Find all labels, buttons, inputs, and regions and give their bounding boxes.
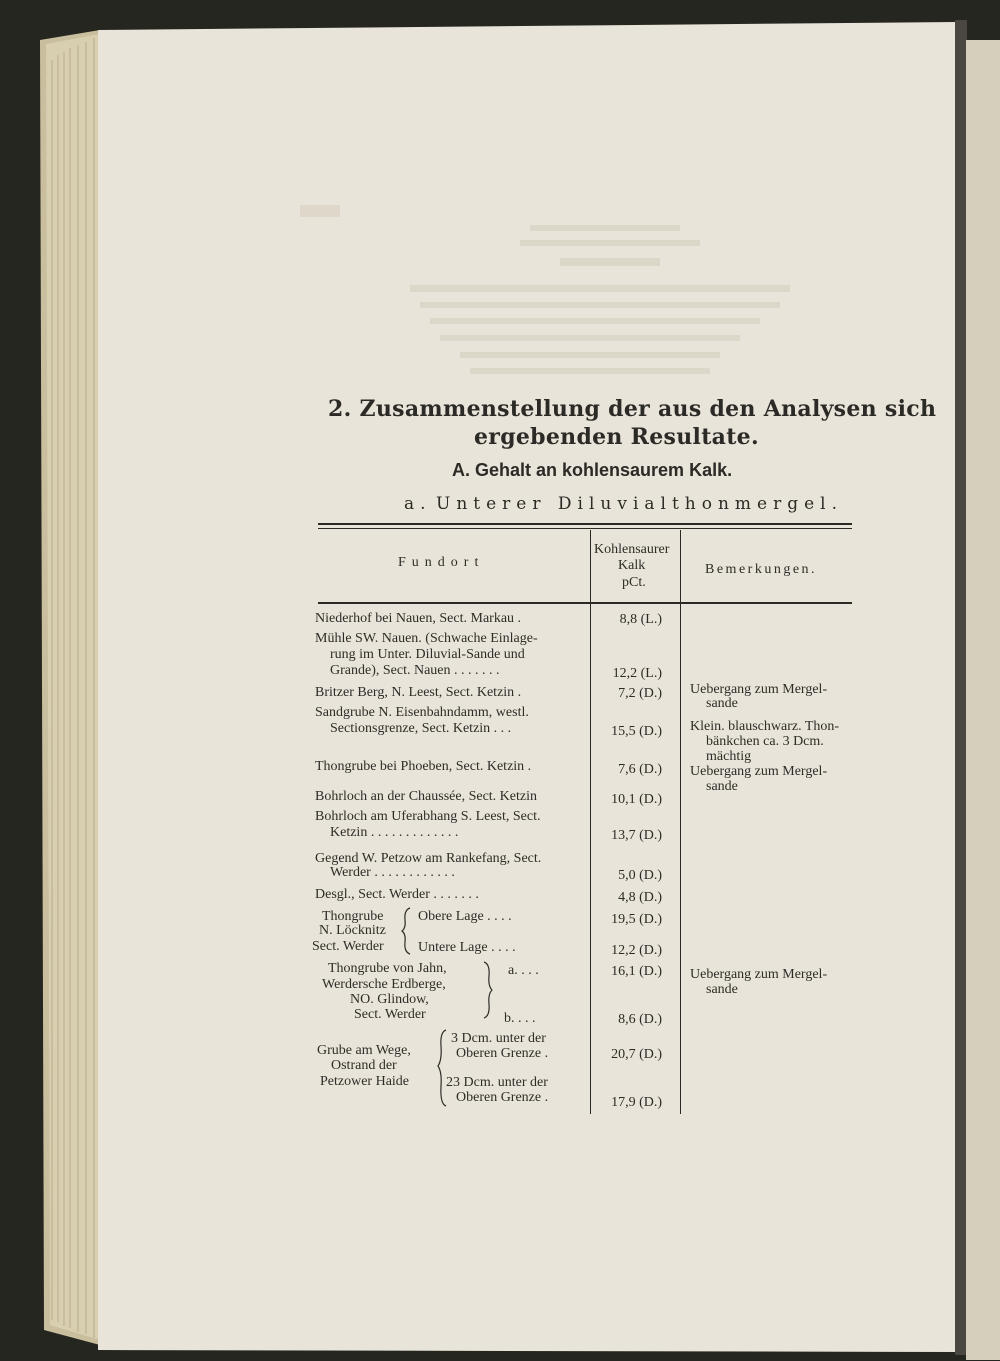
kalk-value: 13,7 (D.) bbox=[611, 828, 662, 843]
header-kalk-line2: Kalk bbox=[618, 558, 646, 573]
kalk-value: 4,8 (D.) bbox=[618, 890, 662, 905]
fundort-cell: Thongrube bei Phoeben, Sect. Ketzin . bbox=[315, 759, 532, 774]
fundort-cell: Desgl., Sect. Werder . . . . . . . bbox=[315, 887, 479, 902]
kalk-value: 20,7 (D.) bbox=[611, 1047, 662, 1062]
sub-cell: Oberen Grenze . bbox=[456, 1090, 549, 1105]
fundort-cell: Niederhof bei Nauen, Sect. Markau . bbox=[315, 611, 522, 626]
sub-cell: Oberen Grenze . bbox=[456, 1046, 549, 1061]
column-divider-2 bbox=[680, 530, 681, 1114]
kalk-value: 12,2 (D.) bbox=[611, 943, 662, 958]
fundort-cell: Bohrloch an der Chaussée, Sect. Ketzin bbox=[315, 789, 537, 804]
fundort-cell: Sandgrube N. Eisenbahndamm, westl. bbox=[315, 705, 529, 720]
fundort-cell: Ostrand der bbox=[331, 1058, 397, 1073]
kalk-value: 15,5 (D.) bbox=[611, 724, 662, 739]
sub-cell: Untere Lage . . . . bbox=[418, 940, 516, 955]
fundort-cell: Mühle SW. Nauen. (Schwache Einlage- bbox=[315, 631, 538, 646]
kalk-value: 12,2 (L.) bbox=[612, 666, 662, 681]
sub-cell: 3 Dcm. unter der bbox=[451, 1031, 546, 1046]
remark-cell: sande bbox=[706, 982, 738, 997]
subheading: A. Gehalt an kohlensaurem Kalk. bbox=[452, 460, 733, 480]
remark-cell: Klein. blauschwarz. Thon- bbox=[690, 719, 840, 734]
fundort-cell: Britzer Berg, N. Leest, Sect. Ketzin . bbox=[315, 685, 522, 700]
sub-cell: Obere Lage . . . . bbox=[418, 909, 512, 924]
fundort-cell: Sectionsgrenze, Sect. Ketzin . . . bbox=[330, 721, 512, 736]
header-fundort: Fundort bbox=[398, 555, 485, 570]
kalk-value: 7,2 (D.) bbox=[618, 686, 662, 701]
sub-cell: b. . . . bbox=[504, 1011, 536, 1026]
remark-cell: Uebergang zum Mergel- bbox=[690, 682, 828, 697]
remark-cell: mächtig bbox=[706, 749, 752, 764]
remark-cell: Uebergang zum Mergel- bbox=[690, 764, 828, 779]
fundort-cell: NO. Glindow, bbox=[350, 992, 429, 1007]
remark-cell: Uebergang zum Mergel- bbox=[690, 967, 828, 982]
header-kalk-line1: Kohlensaurer bbox=[594, 542, 670, 557]
subsection-letter: a. bbox=[404, 494, 432, 514]
kalk-value: 17,9 (D.) bbox=[611, 1095, 662, 1110]
fundort-cell: Grube am Wege, bbox=[317, 1043, 411, 1058]
header-kalk-line3: pCt. bbox=[622, 575, 646, 590]
fundort-cell: rung im Unter. Diluvial-Sande und bbox=[330, 647, 525, 662]
table-top-rule-thin bbox=[318, 528, 852, 529]
header-bemerkungen: Bemerkungen. bbox=[705, 562, 818, 577]
remark-cell: bänkchen ca. 3 Dcm. bbox=[706, 734, 824, 749]
fundort-cell: Werdersche Erdberge, bbox=[322, 977, 446, 992]
table-header-rule bbox=[318, 602, 852, 604]
fundort-cell: Gegend W. Petzow am Rankefang, Sect. bbox=[315, 851, 542, 866]
section-title-line2: ergebenden Resultate. bbox=[474, 424, 759, 450]
fundort-cell: Thongrube bbox=[322, 909, 384, 924]
brace-icon bbox=[480, 960, 494, 1020]
kalk-value: 8,8 (L.) bbox=[619, 612, 662, 627]
kalk-value: 10,1 (D.) bbox=[611, 792, 662, 807]
sub-cell: a. . . . bbox=[508, 963, 539, 978]
remark-cell: sande bbox=[706, 779, 738, 794]
sub-cell: 23 Dcm. unter der bbox=[446, 1075, 548, 1090]
brace-icon bbox=[400, 906, 414, 956]
fundort-cell: Thongrube von Jahn, bbox=[328, 961, 447, 976]
kalk-value: 19,5 (D.) bbox=[611, 912, 662, 927]
kalk-value: 16,1 (D.) bbox=[611, 964, 662, 979]
table-top-rule bbox=[318, 523, 852, 525]
fundort-cell: Sect. Werder bbox=[354, 1007, 426, 1022]
kalk-value: 5,0 (D.) bbox=[618, 868, 662, 883]
fundort-cell: Sect. Werder bbox=[312, 939, 384, 954]
kalk-value: 8,6 (D.) bbox=[618, 1012, 662, 1027]
remark-cell: sande bbox=[706, 696, 738, 711]
fundort-cell: Werder . . . . . . . . . . . . bbox=[330, 865, 455, 880]
fundort-cell: Petzower Haide bbox=[320, 1074, 410, 1089]
fundort-cell: Grande), Sect. Nauen . . . . . . . bbox=[330, 663, 500, 678]
section-title-line1: 2. Zusammenstellung der aus den Analysen sich bbox=[328, 396, 937, 422]
brace-icon bbox=[436, 1028, 450, 1108]
subsection-title: Unterer Diluvialthonmergel. bbox=[436, 494, 844, 514]
kalk-value: 7,6 (D.) bbox=[618, 762, 662, 777]
fundort-cell: Ketzin . . . . . . . . . . . . . bbox=[330, 825, 459, 840]
fundort-cell: N. Löcknitz bbox=[319, 923, 386, 938]
fundort-cell: Bohrloch am Uferabhang S. Leest, Sect. bbox=[315, 809, 541, 824]
